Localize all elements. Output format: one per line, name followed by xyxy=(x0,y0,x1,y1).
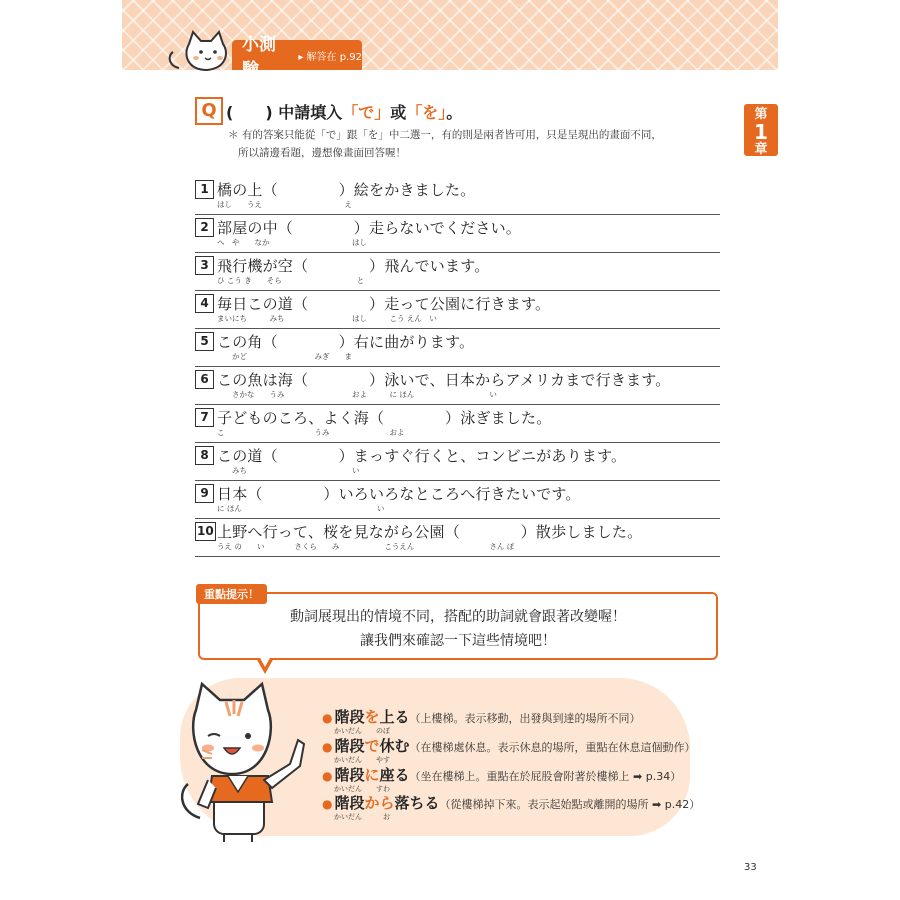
exercise-row xyxy=(195,366,720,405)
quiz-title: 小測驗 xyxy=(242,35,276,80)
exercise-number: 5 xyxy=(195,332,214,351)
example-particle: から xyxy=(364,794,395,812)
exercise-row xyxy=(195,290,720,329)
exercise-row xyxy=(195,328,720,367)
exercise-sentence: 飛行機が空（ ）飛んでいます。 xyxy=(217,257,490,275)
example-particle: で xyxy=(364,737,380,755)
exercise-number: 9 xyxy=(195,484,214,503)
quiz-tab xyxy=(232,35,362,80)
exercise-number: 10 xyxy=(195,522,216,541)
particle-wo: 「を」 xyxy=(406,103,447,122)
exercise-row xyxy=(195,404,720,443)
exercise-number: 7 xyxy=(195,408,214,427)
exercise-number: 1 xyxy=(195,180,214,199)
hint-line-1: 動詞展現出的情境不同，搭配的助詞就會跟著改變喔！ xyxy=(290,609,626,625)
exercise-row xyxy=(195,176,720,215)
exercise-furigana: へ や なか はし xyxy=(217,238,367,247)
chapter-tab xyxy=(744,104,778,156)
question-note xyxy=(228,126,662,162)
example-item: ● 階段を上る（上樓梯。表示移動，出發與到達的場所不同） かいだん のぼ xyxy=(322,708,641,735)
example-particle: に xyxy=(364,766,380,784)
exercise-sentence: この道（ ）まっすぐ行くと、コンビニがあります。 xyxy=(217,447,627,465)
exercise-furigana: ひ こう き そら と xyxy=(217,276,365,285)
hint-line-2: 讓我們來確認一下這些情境吧！ xyxy=(360,633,556,649)
exercise-furigana: まいにち みち はし こう えん い xyxy=(217,314,437,323)
example-item: ● 階段で休む（在樓梯處休息。表示休息的場所，重點在休息這個動作） かいだん やす xyxy=(322,737,696,764)
exercise-furigana: さかな うみ およ に ほん い xyxy=(217,390,497,399)
bullet-icon: ● xyxy=(322,711,333,725)
exercise-sentence: 毎日この道（ ）走って公園に行きます。 xyxy=(217,295,551,313)
cat-pointing-icon xyxy=(172,680,322,842)
example-furigana: かいだん すわ xyxy=(334,785,390,793)
chapter-number: 1 xyxy=(754,119,768,144)
exercise-furigana: かど みぎ ま xyxy=(217,352,352,361)
exercise-sentence: 部屋の中（ ）走らないでください。 xyxy=(217,219,522,237)
exercise-number: 3 xyxy=(195,256,214,275)
particle-de: 「で」 xyxy=(342,103,391,122)
chapter-suffix: 章 xyxy=(754,141,768,157)
exercise-row xyxy=(195,480,720,519)
answer-reference: ▸ 解答在 p.92 xyxy=(298,51,362,63)
bullet-icon: ● xyxy=(322,797,333,811)
exercise-sentence: この角（ ）右に曲がります。 xyxy=(217,333,475,351)
bubble-tail-inner xyxy=(259,656,271,667)
example-furigana: かいだん のぼ xyxy=(334,727,390,735)
exercise-number: 8 xyxy=(195,446,214,465)
bullet-icon: ● xyxy=(322,740,333,754)
bullet-icon: ● xyxy=(322,769,333,783)
exercise-sentence: この魚は海（ ）泳いで、日本からアメリカまで行きます。 xyxy=(217,371,671,389)
exercise-sentence: 子どものころ、よく海（ ）泳ぎました。 xyxy=(217,409,552,427)
exercise-number: 6 xyxy=(195,370,214,389)
example-item: ● 階段から落ちる（從樓梯掉下來。表示起始點或離開的場所 ➡ p.42） かいだん お xyxy=(322,794,701,821)
question-label: Q xyxy=(195,97,223,125)
example-particle: を xyxy=(364,708,380,726)
hint-label: 重點提示！ xyxy=(196,584,267,604)
exercise-row xyxy=(195,214,720,253)
note-line-1: ＊ 有的答案只能從「で」跟「を」中二選一，有的則是兩者皆可用，只是呈現出的畫面不同， xyxy=(228,129,662,141)
exercise-furigana: みち い xyxy=(217,466,360,475)
exercise-sentence: 日本（ ）いろいろなところへ行きたいです。 xyxy=(217,485,581,503)
cat-mascot-icon xyxy=(165,30,233,76)
exercise-furigana: うえ の い さくら み こうえん さん ぽ xyxy=(217,542,515,551)
exercise-sentence: 上野へ行って、桜を見ながら公園（ ）散歩しました。 xyxy=(217,523,643,541)
exercise-furigana: はし うえ え xyxy=(217,200,352,209)
exercise-row xyxy=(195,518,720,557)
exercise-furigana: に ほん い xyxy=(217,504,385,513)
question-instruction: ( ) 中請填入「で」或「を」。 xyxy=(226,103,463,122)
example-furigana: かいだん お xyxy=(334,813,390,821)
example-furigana: かいだん やす xyxy=(334,756,390,764)
exercise-sentence: 橋の上（ ）絵をかきました。 xyxy=(217,181,476,199)
exercise-number: 4 xyxy=(195,294,214,313)
note-line-2: 所以請邊看題，邊想像畫面回答喔！ xyxy=(238,147,406,159)
exercise-row xyxy=(195,252,720,291)
chapter-prefix: 第 xyxy=(754,107,768,122)
exercise-furigana: こ うみ およ xyxy=(217,428,405,437)
exercise-row xyxy=(195,442,720,481)
page-number: 33 xyxy=(744,862,757,873)
exercise-number: 2 xyxy=(195,218,214,237)
example-item: ● 階段に座る（坐在樓梯上。重點在於屁股會附著於樓梯上 ➡ p.34） かいだん すわ xyxy=(322,766,682,793)
